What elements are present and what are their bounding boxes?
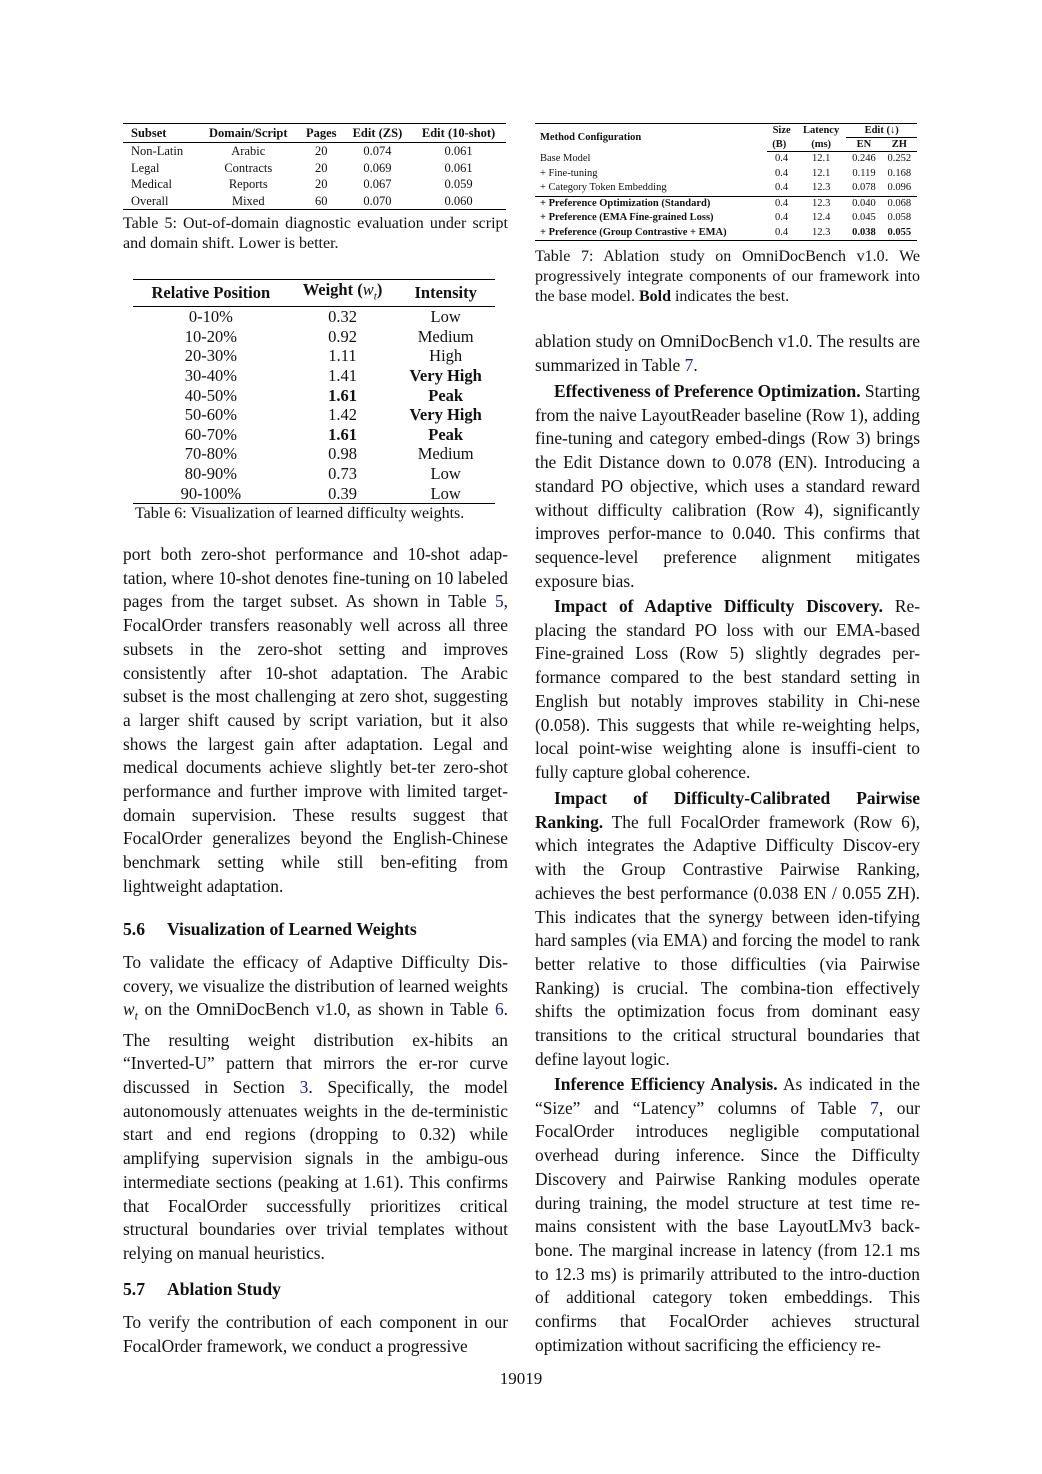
table-cell: 12.1 [811,153,831,164]
paragraph-text: As indicated in the “Size” and “Latency” columns of Table [535,1074,920,1118]
table-5-header-row [123,124,506,143]
paragraph-text: ablation study on OmniDocBench v1.0. The results are summarized in Table [535,331,920,375]
table-reference-link[interactable]: 7 [870,1097,879,1118]
table-6-header [289,280,397,307]
table-cell: 0.4 [767,196,796,211]
paragraph [535,330,920,377]
table-cell: 20 [315,177,328,191]
section-heading-5-6 [123,918,417,940]
caption-text: indicates the best. [674,288,790,305]
paragraph [535,1073,920,1357]
paragraph-text: , our FocalOrder introduces negligible computational overhead during inference. Since the Difficulty Discovery and Pairwise Ranking modules operate during training, the model structure at test time re-mains consistent with the base LayoutLMv3 back-bone. The marginal increase in latency (from 12.1 ms to 12.3 ms) is primarily attributed to the intro-duction of additional category token embeddings. This confirms that FocalOrder achieves structural optimization without sacrificing the efficiency re- [535,1097,920,1355]
weight-header-close: ) [376,280,383,299]
table-cell: 0.055 [882,226,917,241]
table-cell: 0.4 [775,167,789,179]
table-row [133,307,495,327]
table-cell: 40-50% [184,385,237,405]
table-cell: 20 [315,160,328,175]
table-cell: 0.070 [344,193,411,210]
table-cell: Peak [428,385,464,405]
paragraph-text: on the OmniDocBench v1.0, as shown in Table [137,999,495,1020]
table-cell: 0.252 [887,153,912,164]
section-heading-5-7 [123,1278,281,1300]
table-6-header: Relative Position [133,280,289,307]
table-cell: + Preference (EMA Fine-grained Loss) [540,212,714,223]
paragraph [535,380,920,593]
table-row [535,196,917,211]
table-cell: 0.4 [775,182,789,193]
table-7-header-row [535,124,917,138]
table-6-caption: Table 6: Visualization of learned difficulty weights. [135,505,465,522]
table-cell: 0.045 [852,212,876,223]
table-row [133,444,495,464]
table-7-header: Edit (↓) [846,124,917,138]
table-cell: + Category Token Embedding [540,182,667,193]
table-cell: + Preference Optimization (Standard) [535,196,767,211]
table-5 [123,123,506,210]
paragraph-text: . The resulting weight distribution ex-hibits an “Inverted-U” pattern that mirrors the er-ror curve discussed in Section [123,999,508,1097]
table-cell: 80-90% [184,464,237,484]
table-cell: 1.41 [328,366,357,386]
table-cell: + Preference (Group Contrastive + EMA) [535,226,767,241]
table-cell: 12.3 [811,182,831,193]
table-cell: 1.42 [328,405,357,425]
paragraph-text: Starting from the naive LayoutReader baseline (Row 1), adding fine-tuning and category embed-dings (Row 3) brings the Edit Distance down to 0.078 (EN). Introducing a standard PO objective, which uses a standard reward without difficulty calibration (Row 4), significantly improves perfor-mance to 0.040. This confirms that sequence-level preference alignment mitigates exposure bias. [535,381,920,591]
table-7-body [535,152,917,241]
table-cell: 0.038 [846,226,881,241]
section-title: Ablation Study [167,1279,281,1299]
paragraph [535,787,920,1071]
table-reference-link[interactable]: 7 [684,354,694,375]
table-cell: Non-Latin [131,144,184,158]
table-cell: 0.119 [852,167,876,179]
table-cell: Medical [131,177,172,191]
table-cell: 12.4 [811,212,831,223]
caption-text: Table 7: Ablation study on OmniDocBench v1.0. We progressively integrate components of our framework into the base model. [535,248,920,305]
table-cell: 0.39 [289,484,397,504]
table-cell: 60-70% [184,424,237,444]
table-cell: 10-20% [184,326,237,346]
table-7-header: (ms) [796,138,846,152]
table-row [535,181,917,196]
table-row [535,226,917,241]
paragraph-text: , FocalOrder transfers reasonably well across all three subsets in the zero-shot setting and improves consistently after 10-shot adaptation. The Arabic subset is the most challenging at zero shot, suggesting a larger shift caused by script variation, but it also shows the largest gain after adaptation. Legal and medical documents achieve slightly bet-ter zero-shot performance and further improve with limited target-domain supervision. These results suggest that FocalOrder generalizes beyond the English-Chinese benchmark setting while still ben-efiting from lightweight adaptation. [123,591,508,896]
paragraph: To verify the contribution of each component in our FocalOrder framework, we conduct a progressive [123,1312,508,1356]
table-cell: 1.11 [328,346,357,366]
weight-subscript: t [373,290,377,303]
table-cell: 0.040 [846,196,881,211]
table-cell: 0.060 [411,193,506,210]
table-cell: Medium [417,444,474,464]
table-5-header: Pages [299,124,344,143]
table-cell: 0.4 [767,226,796,241]
table-cell: 0.069 [363,160,392,175]
table-cell: 0.078 [852,182,876,193]
table-cell: Legal [131,160,160,175]
table-cell: 0.246 [852,153,876,164]
weight-symbol: w [362,280,374,299]
table-cell: 0.058 [887,212,912,223]
paragraph [123,543,508,899]
table-cell: Medium [417,326,474,346]
weight-symbol: w [123,999,135,1020]
paragraph-text: The full FocalOrder framework (Row 6), which integrates the Adaptive Difficulty Discov-ery with the Group Contrastive Pairwise Ranking, achieves the best performance (0.038 EN / 0.055 ZH). This indicates that the synergy between iden-tifying hard samples (via EMA) and forcing the model to rank better relative to those difficulties (via Pairwise Ranking) is crucial. The combina-tion effectively shifts the optimization focus from dominant easy transitions to the critical structural boundaries that define layout logic. [535,811,920,1069]
table-7-header: Size [767,124,796,138]
table-cell: 60 [299,193,344,210]
paragraph-heading: Impact of Adaptive Difficulty Discovery. [554,596,884,616]
table-cell: Mixed [198,193,299,210]
table-5-header: Domain/Script [198,124,299,143]
section-number: 5.7 [123,1279,145,1299]
table-reference-link[interactable]: 6 [494,999,504,1020]
table-cell: 0.068 [882,196,917,211]
table-cell: 12.3 [796,196,846,211]
table-cell: + Fine-tuning [540,167,598,179]
table-cell: Base Model [540,152,591,164]
table-cell: Peak [428,424,464,444]
table-cell: Low [396,484,495,504]
table-row [133,405,495,425]
table-5-header: Subset [123,124,198,143]
table-cell: 0.059 [444,177,473,191]
table-cell: Low [430,464,461,484]
weight-header-text: Weight ( [302,280,363,299]
table-row [133,327,495,347]
table-row [133,386,495,406]
table-cell: 20 [315,144,328,158]
paragraph-text: port both zero-shot performance and 10-shot adap-tation, where 10-shot denotes fine-tuning on 10 labeled pages from the target subset. As shown in Table [123,544,508,612]
table-5-header: Edit (ZS) [344,124,411,143]
table-cell: Low [430,307,461,327]
table-row [133,366,495,386]
section-reference-link[interactable]: 3 [299,1076,309,1097]
table-7-header: (B) [767,138,796,152]
paragraph-heading: Inference Efficiency Analysis. [554,1074,778,1094]
table-7-header: EN [846,138,881,152]
table-row [123,160,506,177]
table-cell: Very High [409,366,482,386]
paragraph-text: . [693,354,698,375]
caption-bold-text: Bold [638,288,671,305]
table-row [123,176,506,193]
table-cell: 0.168 [887,167,912,179]
table-cell: 0.73 [328,464,357,484]
table-row [535,211,917,226]
table-cell: 1.61 [328,385,357,405]
table-cell: 1.61 [328,424,357,444]
table-row [133,464,495,484]
page-number: 19019 [499,1369,543,1388]
table-cell: 12.1 [811,167,831,179]
table-row [123,193,506,210]
table-row [133,346,495,366]
table-6-header: Intensity [396,280,495,307]
paragraph-text: . Specifically, the model autonomously attenuates weights in the de-terministic start and end regions (dropping to 0.32) while amplifying supervision signals in the ambigu-ous intermediate sections (peaking at 1.61). This confirms that FocalOrder successfully prioritizes critical structural boundaries over trivial templates without relying on manual heuristics. [123,1076,508,1263]
table-cell: 0.98 [328,444,357,464]
table-cell: 20-30% [184,346,237,366]
section-number: 5.6 [123,919,145,939]
table-cell: 70-80% [184,444,237,464]
paragraph-text: Re-placing the standard PO loss with our EMA-based Fine-grained Loss (Row 5) slightly degrades per-formance compared to the best standard setting in English but notably improves stability in Chi-nese (0.058). This suggests that while re-weighting helps, local point-wise weighting alone is insuffi-cient to fully capture global coherence. [535,596,920,782]
table-cell: Overall [123,193,198,210]
table-cell: Reports [228,177,268,191]
paragraph-heading: Effectiveness of Preference Optimization. [554,381,861,401]
table-cell: 0.096 [887,182,912,193]
table-7-header: Method Configuration [535,124,767,152]
table-row [133,484,495,504]
table-6-header-row [133,280,495,307]
paragraph [123,951,508,1266]
table-7 [535,123,917,241]
table-row [535,152,917,167]
table-6-body [133,307,495,504]
paragraph-heading: Impact of Difficulty-Calibrated Pairwise Ranking. [535,788,920,832]
table-5-caption: Table 5: Out-of-domain diagnostic evaluation under script and domain shift. Lower is better. [123,215,508,252]
table-reference-link[interactable]: 5 [494,591,504,612]
section-title: Visualization of Learned Weights [167,919,417,939]
table-6 [133,279,495,504]
table-cell: 50-60% [184,405,237,425]
table-row [123,143,506,160]
table-cell: 12.3 [796,226,846,241]
table-cell: Arabic [231,144,266,158]
table-cell: 0.061 [444,160,473,175]
table-row [133,425,495,445]
paragraph [535,595,920,785]
table-cell: 0.061 [444,144,473,158]
table-cell: 0.067 [363,177,392,191]
table-7-header: ZH [882,138,917,152]
table-cell: Very High [409,405,482,425]
table-cell: High [429,346,463,366]
table-cell: 30-40% [184,366,237,386]
table-7-header: Latency [796,124,846,138]
table-cell: 0-10% [188,307,233,327]
table-7-caption [535,247,920,307]
table-cell: 0.32 [328,307,357,327]
paragraph-text: To validate the efficacy of Adaptive Difficulty Dis-covery, we visualize the distribution of learned weights [123,952,508,996]
table-cell: 90-100% [133,484,289,504]
table-row [535,167,917,182]
table-cell: Contracts [224,160,273,175]
weight-subscript: t [134,1008,138,1023]
table-cell: 0.4 [775,153,789,164]
table-5-header: Edit (10-shot) [411,124,506,143]
table-cell: 0.074 [363,144,392,158]
table-cell: 0.92 [328,326,357,346]
table-cell: 0.4 [775,212,789,223]
